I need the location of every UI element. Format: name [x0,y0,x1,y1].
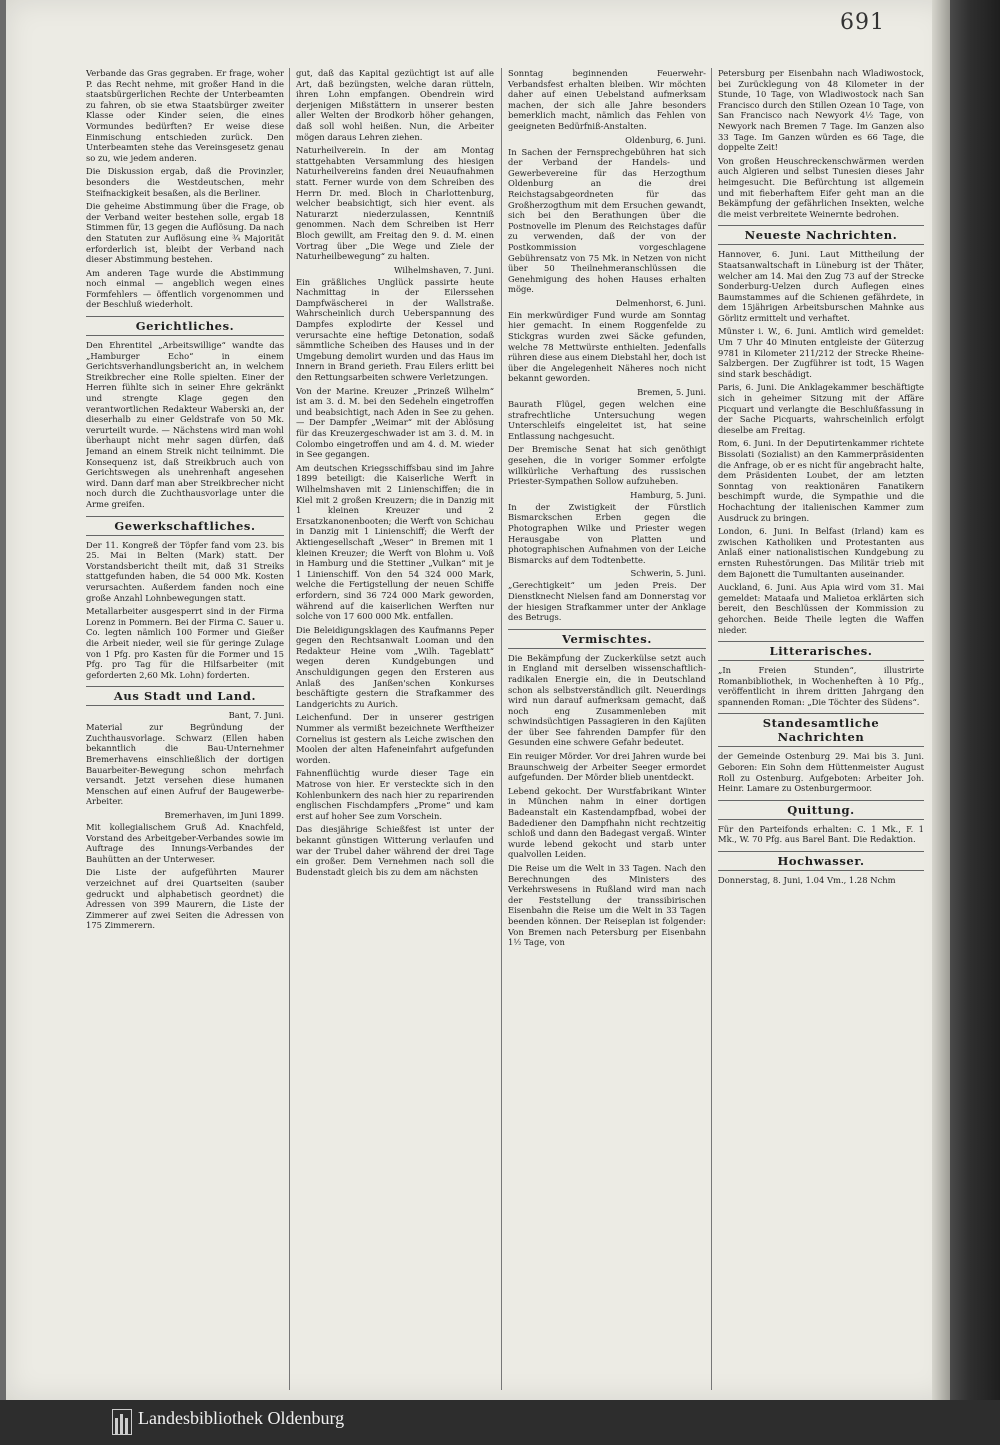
article-paragraph: Petersburg per Eisenbahn nach Wladiwostock, bei Zurücklegung von 48 Kilometer in der Stunde, 10 Tage, von Wladiwostock nach San Francisco durch den Stillen Ozean 10 Tage, von San Francisco nach Newyork 4½ Tage, von Newyork nach Bremen 7 Tage. Im Ganzen also 33 Tage. Im Ganzen würden es 66 Tage, die doppelte Zeit! [718,68,924,153]
article-paragraph: Auckland, 6. Juni. Aus Apia wird vom 31. Mai gemeldet: Mataafa und Malietoa erklärten sich bereit, den Beschlüssen der Kommission zu gehorchen. Beide Theile legten die Waffen nieder. [718,582,924,635]
article-paragraph: Lebend gekocht. Der Wurstfabrikant Winter in München nahm in einer dortigen Badeanstalt ein Kastendampfbad, wobei der Badediener den Dampfhahn nicht rechtzeitig schloß und dann den Badegast vergaß. Winter wurde lebend gekocht und starb unter qualvollen Leiden. [508,785,706,860]
article-paragraph: Hannover, 6. Juni. Laut Mittheilung der Staatsanwaltschaft in Lüneburg ist der Thäter, welcher am 14. Mai den Zug 73 auf der Strecke Sonderburg-Uelzen durch Auflegen eines Baumstammes auf die Schienen gefährdete, in dem 15jährigen Arbeitsburschen Mahnke aus Görlitz ermittelt und verhaftet. [718,249,924,323]
dateline: Wilhelmshaven, 7. Juni. [393,264,494,275]
article-paragraph: Leichenfund. Der in unserer gestrigen Nummer als vermißt bezeichnete Werftheizer Cornelius ist gestern als Leiche zwischen den Moolen der alten Hafeneinfahrt aufgefunden worden. [296,712,494,765]
article-paragraph: Das diesjährige Schießfest ist unter der bekannt günstigen Witterung verlaufen und war der Trubel daher während der drei Tage ein großer. Dem Vernehmen nach soll die Budenstadt gleich bis zu dem am nächsten [296,824,494,877]
article-paragraph: Material zur Begründung der Zuchthausvorlage. Schwarz (Ellen haben bekanntlich die Bau-Unternehmer Bremerhavens einschließlich der dortigen Bauarbeiter-Bewegung schon mehrfach versandt. Jetzt versehen diese humanen Menschen auf einen Aufruf der Baugewerbe-Arbeiter. [86,722,284,807]
article-paragraph: Der 11. Kongreß der Töpfer fand vom 23. bis 25. Mai in Belten (Mark) statt. Der Vorstandsbericht theilt mit, daß 31 Streiks stattgefunden haben, die 54 000 Mk. Kosten verursachten. Außerdem fanden noch eine große Anzahl Lohnbewegungen statt. [86,539,284,603]
article-paragraph: der Gemeinde Ostenburg 29. Mai bis 3. Juni. Geboren: Ein Sohn dem Hüttenmeister August Roll zu Ostenburg. Aufgeboten: Arbeiter Joh. Heinr. Lamare zu Ostenburgermoor. [718,751,924,794]
section-heading: Gewerkschaftliches. [86,516,284,536]
article-paragraph: Verbande das Gras gegraben. Er frage, woher P. das Recht nehme, mit großer Hand in die staatsbürgerlichen Rechte der Unterbeamten zu fahren, ob sie etwa Staatsbürger zweiter Klasse oder Kinder seien, die eines Vormundes bedürften? Er weise diese Einmischung entschieden zurück. Den Unterbeamten stehe das Vereinsgesetz genau so zu, wie jedem anderen. [86,68,284,163]
column-2 [296,68,494,1390]
dateline: Schwerin, 5. Juni. [630,568,706,579]
article-paragraph: gut, daß das Kapital gezüchtigt ist auf alle Art, daß bezüngsten, welche daran rütteln, ihren Lohn empfangen. Obendrein wird derjenigen Mißstättern in unserer besten aller Welten der Brodkorb höher gehangen, daß soll wohl heißen. Nun, die Arbeiter mögen daraus Lehren ziehen. [296,68,494,142]
article-paragraph: Paris, 6. Juni. Die Anklagekammer beschäftigte sich in geheimer Sitzung mit der Affäre Picquart und verlangte die Beschlußfassung in der Sache Picquarts, wahrscheinlich erfolgt dieselbe am Freitag. [718,382,924,435]
section-heading: Quittung. [718,800,924,820]
column-4 [718,68,924,1390]
column-1 [86,68,284,1390]
dateline: Bremen, 5. Juni. [637,387,706,398]
article-paragraph: Von der Marine. Kreuzer „Prinzeß Wilhelm“ ist am 3. d. M. bei den Sedeheln eingetroffen und beabsichtigt, nach Aden in See zu gehen. — Der Dampfer „Weimar“ mit der Ablösung für das Kreuzergeschwader ist am 3. d. M. in Colombo eingetroffen und am 4. d. M. wieder in See gegangen. [296,385,494,460]
library-name: Landesbibliothek Oldenburg [138,1408,345,1428]
article-paragraph: Die geheime Abstimmung über die Frage, ob der Verband weiter bestehen solle, ergab 18 Stimmen für, 13 gegen die Auflösung. Da nach den Statuten zur Auflösung eine ¾ Majorität erforderlich ist, bleibt der Verband nach dieser Abstimmung bestehen. [86,201,284,265]
article-paragraph: Ein gräßliches Unglück passirte heute Nachmittag in der Eilerssehen Dampfwäscherei in der Wallstraße. Wahrscheinlich durch Ueberspannung des Dampfes explodirte der Kessel und verursachte eine heftige Detonation, sodaß sämmtliche Scheiben des Hauses und in der Umgebung demolirt wurden und das Haus im Innern in Brand gerieth. Frau Eilers erlitt bei den Rettungsarbeiten schwere Verletzungen. [296,276,494,383]
page-number: 691 [840,10,885,35]
section-heading: Standesamtliche Nachrichten [718,713,924,747]
section-heading: Vermischtes. [508,629,706,649]
column-rule [501,68,502,1390]
dateline: Oldenburg, 6. Juni. [625,134,706,145]
article-paragraph: Rom, 6. Juni. In der Deputirtenkammer richtete Bissolati (Sozialist) an den Kammerpräsidenten die Anfrage, ob er es nicht für angebracht halte, dem Präsidenten Loubet, der am letzten Sonntag von reaktionären Fanatikern beschimpft wurde, die Sympathie und die Hochachtung der italienischen Kammer zum Ausdruck zu bringen. [718,438,924,523]
article-paragraph: Münster i. W., 6. Juni. Amtlich wird gemeldet: Um 7 Uhr 40 Minuten entgleiste der Güterzug 9781 in Kilometer 211/212 der Strecke Rheine-Salzbergen. Der Zugführer ist todt, 15 Wagen sind stark beschädigt. [718,326,924,379]
article-paragraph: Der Bremische Senat hat sich genöthigt gesehen, die in voriger Sommer erfolgte willkürliche Verhaftung des russischen Priester-Sympathen Sollow aufzuheben. [508,444,706,487]
article-paragraph: Metallarbeiter ausgesperrt sind in der Firma Lorenz in Pommern. Bei der Firma C. Sauer u. Co. legten nämlich 100 Former und Gießer die Arbeit nieder, weil sie für geringe Zulage von 1 Pfg. pro Kasten für die Former und 15 Pfg. pro Tag für die Hilfsarbeiter (mit geforderten 2,60 Mk. Lohn) forderten. [86,606,284,680]
article-paragraph: Die Beleidigungsklagen des Kaufmanns Peper gegen den Rechtsanwalt Looman und den Redakteur Heine vom „Wilh. Tageblatt“ wegen deren Kundgebungen und Anschuldigungen gegen den Ersteren aus Anlaß des Janßen'schen Konkurses beschäftigte gestern die Strafkammer des Landgerichts zu Aurich. [296,624,494,709]
article-paragraph: Die Diskussion ergab, daß die Provinzler, besonders die Westdeutschen, mehr Steifnackigkeit besaßen, als die Berliner. [86,166,284,198]
article-paragraph: Den Ehrentitel „Arbeitswillige“ wandte das „Hamburger Echo“ in einem Gerichtsverhandlungsbericht an, in welchem Streikbrecher eine Rolle spielten. Einer der Herren fühlte sich in seiner Ehre gekränkt und strengte Klage gegen den verantwortlichen Redakteur Waberski an, der dieserhalb zu einer Geldstrafe von 50 Mk. verurteilt wurde. — Nächstens wird man wohl überhaupt nicht mehr sagen dürfen, daß Jemand an einem Streik nicht teilnimmt. Die Konsequenz ist, daß Streikbruch auch von Gerichtswegen als unehrenhaft angesehen wird. Dann darf man aber Streikbrecher nicht noch durch die Zuchthausvorlage unter die Arme greifen. [86,340,284,509]
article-paragraph: Die Bekämpfung der Zuckerkülse setzt auch in England mit derselben wissenschaftlich-radikalen Energie ein, die in Deutschland schon als selbstverständlich gilt. Neuerdings wird nun darauf aufmerksam gemacht, daß noch eng Zusammenleben mit schwindsüchtigen Passagieren in den Kajüten der über See fahrenden Dampfer für den Gesunden eine schwere Gefahr bedeutet. [508,652,706,748]
article-paragraph: London, 6. Juni. In Belfast (Irland) kam es zwischen Katholiken und Protestanten aus Anlaß einer nationalistischen Kundgebung zu ernsten Ruhestörungen. Das Militär trieb mit dem Bajonett die Tumultanten auseinander. [718,526,924,579]
dateline: Bant, 7. Juni. [228,710,284,721]
article-paragraph: Von großen Heuschreckenschwärmen werden auch Algieren und selbst Tunesien dieses Jahr heimgesucht. Die Befürchtung ist allgemein und mit fieberhaftem Eifer geht man an die Bekämpfung der gefährlichen Insekten, welche die meist verbreitete Weinernte bedrohen. [718,155,924,219]
section-heading: Gerichtliches. [86,316,284,336]
dateline: Hamburg, 5. Juni. [630,489,706,500]
article-paragraph: Mit kollegialischem Gruß Ad. Knachfeld, Vorstand des Arbeitgeber-Verbandes sowie im Auftrage des Innungs-Verbandes der Bauhütten an der Unterweser. [86,822,284,864]
article-paragraph: Fahnenflüchtig wurde dieser Tage ein Matrose von hier. Er versteckte sich in den Kohlenbunkern des nach hier zu reparirenden englischen Fischdampfers „Prome“ und kam erst auf hoher See zum Vorschein. [296,768,494,821]
section-heading: Aus Stadt und Land. [86,686,284,706]
book-spine [950,0,1000,1400]
article-paragraph: Ein merkwürdiger Fund wurde am Sonntag hier gemacht. In einem Roggenfelde zu Stickgras wurden zwei Säcke gefunden, welche 78 Mettwürste enthielten. Jedenfalls rühren diese aus einem Diebstahl her, doch ist über die Angelegenheit Näheres noch nicht bekannt geworden. [508,309,706,384]
section-heading: Litterarisches. [718,641,924,661]
article-paragraph: Die Liste der aufgeführten Maurer verzeichnet auf drei Quartseiten (sauber gedruckt und alphabetisch geordnet) die Adressen von 399 Maurern, die Liste der Zimmerer auf zwei Seiten die Adressen von 175 Zimmerern. [86,867,284,931]
article-paragraph: Am deutschen Kriegsschiffsbau sind im Jahre 1899 beteiligt: die Kaiserliche Werft in Wilhelmshaven mit 2 Linienschiffen; die in Kiel mit 2 großen Kreuzern; die in Danzig mit 1 kleinen Kreuzer und 2 Ersatzkanonenbooten; die Werft von Schichau in Danzig mit 1 Linienschiff; die Werft der Aktiengesellschaft „Weser“ in Bremen mit 1 kleinen Kreuzer; die Werft von Blohm u. Voß in Hamburg und die Stettiner „Vulkan“ mit je 1 Linienschiff. Von den 54 324 000 Mark, welche die Fertigstellung der neuen Schiffe erfordern, sind 36 724 000 Mark geworden, während auf die kaiserlichen Werften nur solche von 17 600 000 Mk. entfallen. [296,462,494,622]
article-paragraph: Die Reise um die Welt in 33 Tagen. Nach den Berechnungen des Ministers des Verkehrswesens in Rußland wird man nach der Feststellung der transsibirischen Eisenbahn die Reise um die Welt in 33 Tagen beenden können. Der Reiseplan ist folgender: Von Bremen nach Petersburg per Eisenbahn 1½ Tage, von [508,863,706,948]
article-paragraph: Donnerstag, 8. Juni, 1.04 Vm., 1.28 Nchm [718,875,896,886]
article-paragraph: Sonntag beginnenden Feuerwehr-Verbandsfest erhalten bleiben. Wir möchten daher auf einen Uebelstand aufmerksam machen, der sich alle Jahre besonders bemerklich macht, nämlich das Fehlen von geeigneten Bedürfniß-Anstalten. [508,68,706,131]
section-heading: Neueste Nachrichten. [718,225,924,245]
article-paragraph: Ein reuiger Mörder. Vor drei Jahren wurde bei Braunschweig der Arbeiter Seeger ermordet aufgefunden. Der Mörder blieb unentdeckt. [508,751,706,783]
article-paragraph: In Sachen der Fernsprechgebühren hat sich der Verband der Handels- und Gewerbevereine für das Herzogthum Oldenburg an die drei Reichstagsabgeordneten für das Großherzogthum mit dem Ersuchen gewandt, sich bei den Berathungen über die Postnovelle im Plenum des Reichstages dafür zu verwenden, daß der von der Postkommission vorgeschlagene Gebührensatz von 75 Mk. in Netzen von nicht über 50 Theilnehmeranschlüssen die Genehmigung des hohen Hauses erhalten möge. [508,146,706,295]
article-paragraph: Am anderen Tage wurde die Abstimmung noch einmal — angeblich wegen eines Formfehlers — öffentlich vorgenommen und der Beschluß wiederholt. [86,267,284,310]
library-building-icon [112,1409,132,1435]
page-stack-edge [932,0,950,1400]
article-paragraph: „In Freien Stunden“, illustrirte Romanbibliothek, in Wochenheften à 10 Pfg., veröffentlicht in ihrem dritten Jahrgang den spannenden Roman: „Die Töchter des Südens“. [718,665,924,707]
section-heading: Hochwasser. [718,851,924,871]
column-rule [289,68,290,1390]
article-paragraph: Naturheilverein. In der am Montag stattgehabten Versammlung des hiesigen Naturheilvereins fanden drei Neuaufnahmen statt. Ferner wurde von dem Schreiben des Herrn Dr. med. Bloch in Charlottenburg, welcher beabsichtigt, sich hier event. als Naturarzt niederzulassen, Kenntniß genommen. Nach dem Schreiben ist Herr Bloch gewillt, am Freitag den 9. d. M. einen Vortrag über „Die Wege und Ziele der Naturheilbewegung“ zu halten. [296,145,494,262]
dateline: Bremerhaven, im Juni 1899. [164,810,284,821]
article-paragraph: Baurath Flügel, gegen welchen eine strafrechtliche Untersuchung wegen Unterschleifs eingeleitet ist, hat seine Entlassung nachgesucht. [508,399,706,441]
article-paragraph: „Gerechtigkeit“ um jeden Preis. Der Dienstknecht Nielsen fand am Donnerstag vor der hiesigen Strafkammer unter der Anklage des Betrugs. [508,580,706,623]
column-3 [508,68,706,1390]
article-paragraph: Für den Parteifonds erhalten: C. 1 Mk., F. 1 Mk., W. 70 Pfg. aus Barel Bant. Die Redaktion. [718,823,924,845]
dateline: Delmenhorst, 6. Juni. [615,297,706,308]
column-rule [711,68,712,1390]
article-paragraph: In der Zwistigkeit der Fürstlich Bismarckschen Erben gegen die Photographen Wilke und Priester wegen Herausgabe von Platten und photographischen Aufnahmen von der Leiche Bismarcks auf dem Todtenbette. [508,501,706,565]
